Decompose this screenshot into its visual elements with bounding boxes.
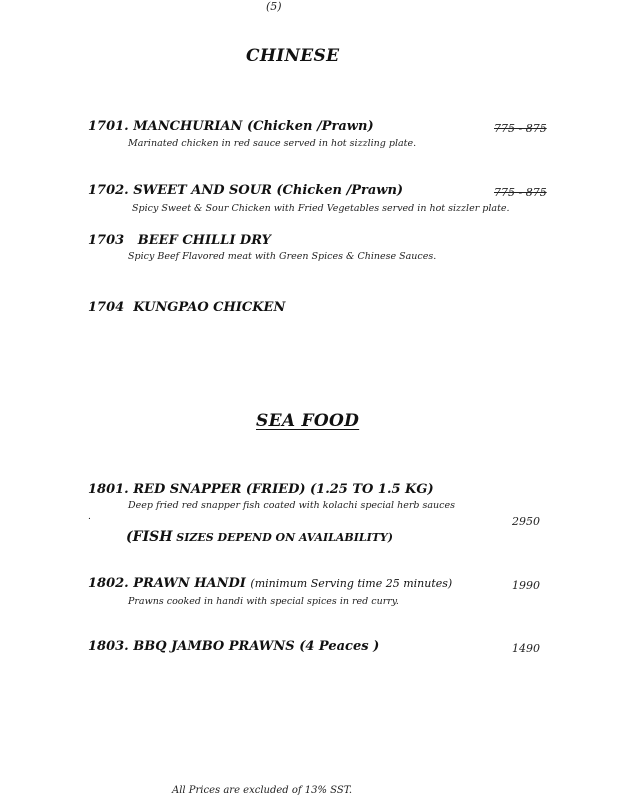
item-code: 1803. (88, 639, 129, 654)
item-description: Marinated chicken in red sauce served in hot sizzling plate. (128, 138, 417, 149)
item-name: RED SNAPPER (FRIED) (1.25 TO 1.5 KG) (133, 482, 434, 497)
note-rest: SIZES DEPEND ON AVAILABILITY) (172, 531, 393, 544)
item-code: 1704 (88, 300, 125, 315)
menu-item-1704 (88, 300, 285, 315)
section-title-sea-food: SEA FOOD (256, 411, 360, 431)
item-code: 1702. (88, 183, 129, 198)
section-title-chinese: CHINESE (246, 46, 340, 66)
item-code: 1703 (88, 233, 125, 248)
note-fish: (FISH (126, 529, 173, 545)
item-name: BBQ JAMBO PRAWNS (4 Peaces ) (133, 639, 380, 654)
item-name: KUNGPAO CHICKEN (133, 300, 286, 315)
item-name: BEEF CHILLI DRY (137, 233, 271, 248)
item-description: Spicy Sweet & Sour Chicken with Fried Vegetables served in hot sizzler plate. (132, 203, 510, 214)
item-description: Prawns cooked in handi with special spices in red curry. (128, 596, 399, 607)
item-description: Spicy Beef Flavored meat with Green Spices & Chinese Sauces. (128, 251, 437, 262)
item-code: 1701. (88, 119, 129, 134)
stray-dot: . (88, 512, 91, 522)
item-name: MANCHURIAN (Chicken /Prawn) (133, 119, 374, 134)
menu-item-1801 (88, 482, 434, 497)
item-price: 2950 (512, 515, 540, 528)
item-description: Deep fried red snapper fish coated with kolachi special herb sauces (128, 500, 455, 511)
item-price: 775 - 875 (494, 122, 547, 135)
menu-item-1702 (88, 183, 403, 198)
page-number: (5) (266, 0, 282, 13)
item-serving-note: (minimum Serving time 25 minutes) (250, 577, 453, 590)
item-price: 1990 (512, 579, 540, 592)
menu-item-1701 (88, 119, 374, 134)
item-price: 1490 (512, 642, 540, 655)
item-code: 1801. (88, 482, 129, 497)
item-code: 1802. (88, 576, 129, 591)
menu-item-1703 (88, 233, 271, 248)
footer-tax-note: All Prices are excluded of 13% SST. (172, 785, 353, 796)
menu-item-1803 (88, 639, 379, 654)
availability-note (126, 529, 393, 545)
menu-item-1802 (88, 576, 452, 591)
item-name: SWEET AND SOUR (Chicken /Prawn) (133, 183, 404, 198)
item-price: 775 - 875 (494, 186, 547, 199)
item-name: PRAWN HANDI (133, 576, 246, 591)
